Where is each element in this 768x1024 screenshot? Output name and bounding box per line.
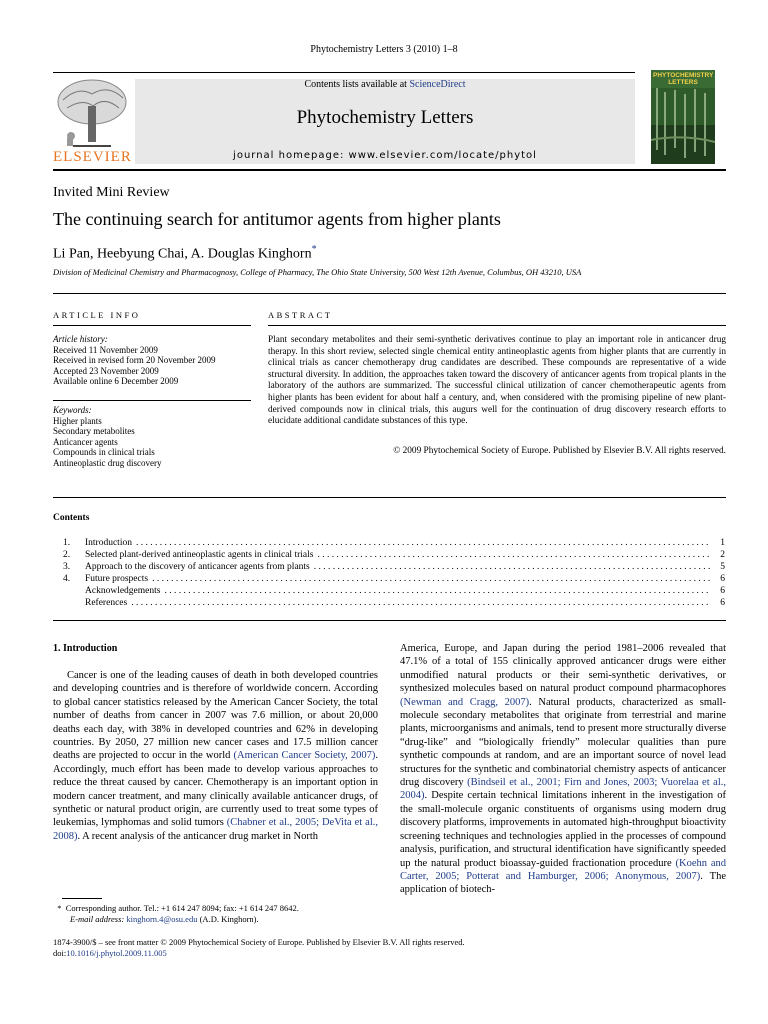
journal-cover-image: [651, 70, 715, 164]
corresponding-author-mark[interactable]: *: [311, 244, 317, 255]
article-info-rule: [53, 325, 251, 326]
keyword-item: Secondary metabolites: [53, 426, 135, 437]
title-bottom-rule: [53, 293, 726, 294]
toc-number: 4.: [63, 574, 71, 584]
abstract-text: Plant secondary metabolites and their semi-synthetic derivatives continue to play an important role in anticancer drug therapy. In this short review, selected single chemical entity antineoplastic agents from higher plants that are currently in clinical trials as cancer chemotherapy drug candidates are described. These compounds are representative of a wide structural diversity. In addition, the approaches taken toward the discovery of anticancer agents from tropical plants in the laboratory of the authors are summarized. The successful clinical utilization of cancer chemotherapeutic agents from higher plants has been evident for about half a century, and, when considered with the promising pipeline of new plant-derived compounds now in clinical trials, this augurs well for the continuation of drug discovery research efforts to elucidate additional candidate substances of this type.: [268, 335, 726, 427]
sciencedirect-link[interactable]: ScienceDirect: [409, 79, 466, 90]
homepage-prefix: journal homepage:: [233, 150, 349, 161]
toc-label: Future prospects: [85, 574, 149, 584]
footnote-email: [53, 914, 299, 925]
toc-label: Selected plant-derived antineoplastic agents in clinical trials: [85, 550, 314, 560]
history-received: Received 11 November 2009: [53, 344, 158, 355]
header-top-rule: [53, 72, 635, 73]
toc-page: 6: [720, 598, 725, 608]
toc-page: 2: [720, 550, 725, 560]
toc-number: 2.: [63, 550, 71, 560]
email-suffix: (A.D. Kinghorn).: [197, 914, 259, 924]
history-online: Available online 6 December 2009: [53, 376, 179, 387]
intro-text: . Natural products, characterized as small-molecule secondary metabolites that originate from terrestrial and marine plants, microorganisms and animals, tend to present more structurally diverse “drug-like” and “biologically friendly” molecular qualities than pure synthetic compounds at random, and are an important source of novel lead structures for the synthetic and combinatorial chemistry aspects of anticancer drug discovery: [400, 696, 727, 789]
toc-row[interactable]: [63, 560, 725, 572]
doi-link[interactable]: 10.1016/j.phytol.2009.11.005: [66, 948, 167, 958]
keyword-item: Compounds in clinical trials: [53, 447, 155, 458]
toc-leader-dots: [136, 538, 711, 548]
author-affiliation: Division of Medicinal Chemistry and Pharmacognosy, College of Pharmacy, The Ohio State University, 500 West 12th Avenue, Columbus, OH 43210, USA: [53, 267, 582, 277]
toc-row[interactable]: [63, 548, 725, 560]
toc-leader-dots: [314, 562, 711, 572]
cover-title: PHYTOCHEMISTRY LETTERS: [653, 72, 714, 86]
toc-label: Introduction: [85, 538, 132, 548]
elsevier-wordmark: ELSEVIER: [53, 149, 132, 165]
toc-leader-dots: [131, 598, 711, 608]
toc-row[interactable]: [63, 584, 725, 596]
keywords-block: [53, 405, 253, 469]
toc-number: 3.: [63, 562, 71, 572]
history-label: Article history:: [53, 334, 108, 344]
toc-label: References: [85, 598, 128, 608]
toc-page: 6: [720, 586, 725, 596]
journal-homepage-line: [135, 150, 635, 161]
contents-bottom-rule: [53, 620, 726, 621]
toc-number: 1.: [63, 538, 71, 548]
history-accepted: Accepted 23 November 2009: [53, 365, 159, 376]
article-history: [53, 334, 253, 387]
toc-leader-dots: [152, 574, 711, 584]
article-title: The continuing search for antitumor agents from higher plants: [53, 209, 501, 229]
front-matter-text: 1874-3900/$ – see front matter © 2009 Phytochemical Society of Europe. Published by Elsevier B.V. All rights reserved.: [53, 937, 465, 947]
toc-row[interactable]: [63, 572, 725, 584]
contents-prefix: Contents lists available at: [304, 79, 410, 90]
intro-text: . A recent analysis of the anticancer drug market in North: [77, 830, 319, 842]
abstract-heading: ABSTRACT: [268, 310, 333, 320]
toc-leader-dots: [317, 550, 711, 560]
footnote-block: [53, 903, 299, 925]
abstract-rule: [268, 325, 726, 326]
keyword-item: Antineoplastic drug discovery: [53, 457, 162, 468]
abstract-bottom-rule: [53, 497, 726, 498]
contents-available-line: [135, 79, 635, 90]
contents-heading: Contents: [53, 513, 90, 523]
article-info-heading: ARTICLE INFO: [53, 310, 141, 320]
section-heading-introduction: 1. Introduction: [53, 643, 118, 654]
header-bottom-rule: [53, 169, 726, 171]
toc-page: 6: [720, 574, 725, 584]
citation-link[interactable]: (Chabner et al., 2005; DeVita et al., 2008): [53, 817, 378, 842]
abstract-copyright: © 2009 Phytochemical Society of Europe. Published by Elsevier B.V. All rights reserved.: [393, 446, 726, 456]
intro-text: America, Europe, and Japan during the period 1981–2006 revealed that 47.1% of a total of 155 clinically approved anticancer drugs were either unmodified natural products or their semi-synthetic derivatives, or synthesized molecules based on natural product compound pharmacophores: [400, 643, 726, 695]
body-column-right: [400, 642, 726, 897]
intro-paragraph-continued: [400, 642, 726, 897]
keywords-rule: [53, 400, 251, 401]
journal-title: Phytochemistry Letters: [296, 107, 474, 128]
intro-paragraph: [53, 669, 378, 843]
citation-link[interactable]: (Bindseil et al., 2001; Firn and Jones, 2003; Vuorelaa et al., 2004): [400, 777, 726, 802]
email-link[interactable]: kinghorn.4@osu.edu: [126, 914, 198, 924]
body-column-left: [53, 669, 378, 843]
intro-text: . Despite certain technical limitations inherent in the investigation of the small-molecule organic constituents of organisms using modern drug discovery platforms, improvements in automated high-throughput bioactivity screening techniques and technologies applied in the processes of compound analysis, purification, and structural identification have significantly speeded up the natural product bioassay-guided fractionation procedure: [400, 790, 726, 869]
toc-page: 5: [720, 562, 725, 572]
authors-names: Li Pan, Heebyung Chai, A. Douglas Kinghorn: [53, 246, 312, 262]
citation-link[interactable]: (American Cancer Society, 2007): [233, 750, 376, 762]
footnote-corresponding: * Corresponding author. Tel.: +1 614 247 8094; fax: +1 614 247 8642.: [53, 903, 299, 913]
toc-page: 1: [720, 538, 725, 548]
toc-label: Approach to the discovery of anticancer agents from plants: [85, 562, 310, 572]
author-list: [53, 244, 317, 263]
toc-row[interactable]: [63, 596, 725, 608]
homepage-url[interactable]: www.elsevier.com/locate/phytol: [348, 150, 537, 161]
keywords-label: Keywords:: [53, 405, 92, 415]
intro-text: . Accordingly, much effort has been made to develop various approaches to reduce the threat caused by cancer. Chemotherapy is an important option in modern cancer treatment, and many clinically available anticancer drugs, of synthetic or natural product origin, are currently used to treat some types of leukemias, lymphomas and solid tumors: [53, 750, 379, 829]
running-head: Phytochemistry Letters 3 (2010) 1–8: [310, 44, 458, 55]
citation-link[interactable]: (Newman and Cragg, 2007): [400, 696, 530, 708]
doi-line: [53, 948, 465, 959]
keyword-item: Anticancer agents: [53, 436, 118, 447]
toc-label: Acknowledgements: [85, 586, 161, 596]
toc-row[interactable]: [63, 536, 725, 548]
intro-text: Cancer is one of the leading causes of death in both developed countries and developing countries and is therefore of worldwide concern. According to global cancer statistics released by the American Cancer Society, the total number of deaths from cancer in 2007 was 7.6 million, or about 20,000 deaths each day, with 38% in developed countries and 62% in developing countries. By 2050, 27 million new cancer cases and 17.5 million cancer deaths are projected to occur in the world: [53, 670, 378, 762]
intro-text: . The application of biotech-: [400, 870, 726, 896]
keyword-item: Higher plants: [53, 415, 102, 426]
footnote-corresponding-text: Corresponding author. Tel.: +1 614 247 8094; fax: +1 614 247 8642.: [65, 903, 299, 913]
article-type: Invited Mini Review: [53, 185, 170, 200]
doi-prefix: doi:: [53, 948, 67, 958]
footnote-rule: [62, 898, 102, 899]
toc-leader-dots: [164, 586, 711, 596]
citation-link[interactable]: (Koehn and Carter, 2005; Potterat and Hamburger, 2006; Anonymous, 2007): [400, 857, 727, 882]
email-label: E-mail address:: [70, 914, 127, 924]
front-matter-note: [53, 937, 465, 959]
history-revised: Received in revised form 20 November 2009: [53, 355, 216, 366]
